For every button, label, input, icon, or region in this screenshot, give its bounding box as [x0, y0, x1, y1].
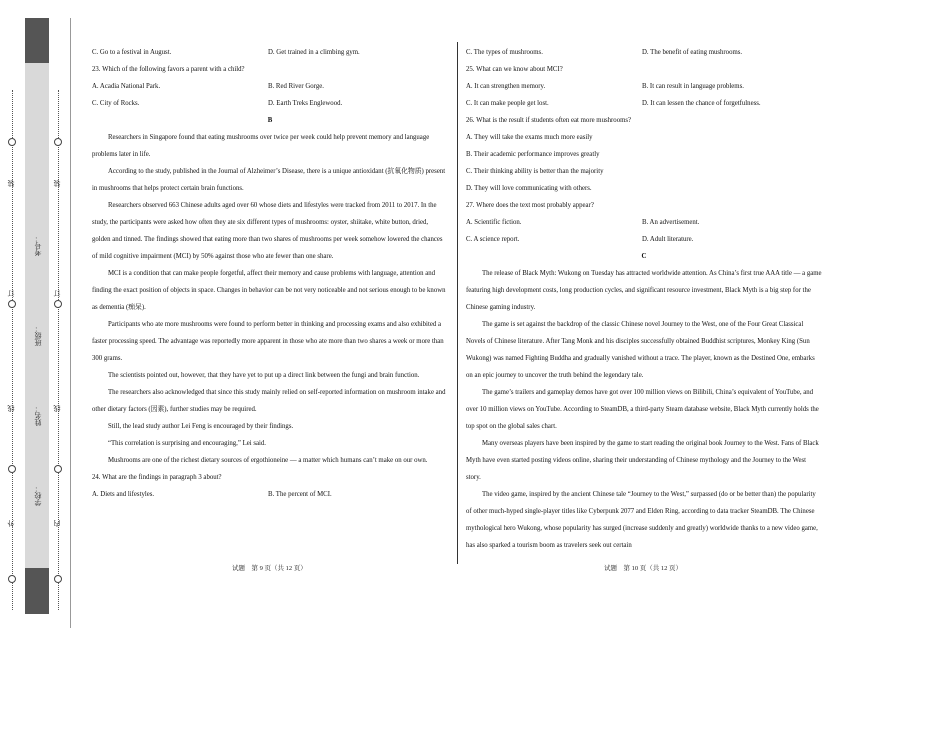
mark-inner-1: 装: [53, 180, 61, 187]
paragraph: Researchers in Singapore found that eating mushrooms over twice per week could help prevent memory and language problems later in life.: [92, 134, 430, 158]
mark-outer-2: 订: [7, 290, 15, 297]
mark-outer-4: 外: [7, 520, 15, 527]
section-b-heading: B: [267, 117, 273, 124]
binding-strip: [25, 18, 49, 614]
name-label: 姓名：: [34, 405, 42, 426]
paragraph: The video game, inspired by the ancient Chinese tale “Journey to the West,” surpassed (do or be better than) the popularity of other much-hyped single-player titles like Cyberpunk 2077 and Elden Ring, according to data tracker SteamDB. The Chinese mythological hero Wukong, whose popularity has surged (increase suddenly and greatly) worldwide thanks to a new video game, has also sparked a tourism boom as travelers seek out certain: [466, 491, 818, 549]
mark-outer-1: 装: [7, 180, 15, 187]
question-24: 24. What are the findings in paragraph 3 about?: [92, 474, 222, 481]
page-footer-9: 试题 第 9 页（共 12 页）: [232, 565, 307, 572]
section-c-heading: C: [641, 253, 647, 260]
paragraph: The game’s trailers and gameplay demos have got over 100 million views on Bilibili, China’s equivalent of YouTube, and over 10 million views on YouTube. According to SteamDB, a third-party Steam database website, Black Myth currently holds the top spot on the global sales chart.: [466, 389, 819, 430]
question-23: 23. Which of the following favors a parent with a child?: [92, 66, 245, 73]
paragraph: Many overseas players have been inspired by the game to start reading the original book Journey to the West. Fans of Black Myth have even started posting videos online, sharing their understanding of Chinese mythology and the Journey to the West story.: [466, 440, 819, 481]
paragraph: The researchers also acknowledged that since this study mainly relied on self-reported information on mushroom intake and other dietary factors (因素), further studies may be required.: [92, 389, 446, 413]
question-26: 26. What is the result if students often eat more mushrooms?: [466, 117, 632, 124]
paragraph: Mushrooms are one of the richest dietary sources of ergothioneine — a matter which humans can’t make on our own.: [108, 457, 428, 464]
binding-hole: [8, 575, 16, 583]
binding-hole: [54, 300, 62, 308]
option-c: C. It can make people get lost.: [466, 100, 549, 107]
option-c: C. A science report.: [466, 236, 520, 243]
paragraph: The game is set against the backdrop of the classic Chinese novel Journey to the West, one of the Four Great Classical Novels of Chinese literature. After Tang Monk and his disciples successfully obtained Buddhist scriptures, Monkey King (Sun Wukong) was named Fighting Buddha and gradually vanished without a trace. The player, known as the Destined One, embarks on an epic journey to uncover the truth behind the legendary tale.: [466, 321, 815, 379]
paragraph: Still, the lead study author Lei Feng is encouraged by their findings.: [108, 423, 294, 430]
option-c: C. Go to a festival in August.: [92, 49, 172, 56]
option-b: B. Their academic performance improves greatly: [466, 151, 600, 158]
paragraph: MCI is a condition that can make people forgetful, affect their memory and cause problems with language, attention and finding the exact position of objects in space. Changes in behavior can be not very noticeable and not serious enough to be known as dementia (痴呆).: [92, 270, 446, 311]
question-25: 25. What can we know about MCI?: [466, 66, 563, 73]
page-footer-10: 试题 第 10 页（共 12 页）: [604, 565, 682, 572]
option-b: B. Red River Gorge.: [268, 83, 324, 90]
option-d: D. It can lessen the chance of forgetfulness.: [642, 100, 761, 107]
binding-hole: [8, 138, 16, 146]
binding-hole: [54, 138, 62, 146]
option-a: A. Scientific fiction.: [466, 219, 522, 226]
option-a: A. Acadia National Park.: [92, 83, 161, 90]
option-d: D. The benefit of eating mushrooms.: [642, 49, 743, 56]
paragraph: “This correlation is surprising and encouraging,” Lei said.: [108, 440, 266, 447]
binding-margin: [0, 0, 75, 630]
mark-inner-4: 内: [53, 520, 61, 527]
option-a: A. It can strengthen memory.: [466, 83, 546, 90]
binding-hole: [8, 300, 16, 308]
class-label: 班级：: [34, 325, 42, 346]
id-label: 考号：: [34, 235, 42, 256]
page-10: [466, 44, 822, 554]
option-b: B. An advertisement.: [642, 219, 700, 226]
option-d: D. They will love communicating with others.: [466, 185, 592, 192]
option-a: A. Diets and lifestyles.: [92, 491, 155, 498]
paragraph: According to the study, published in the Journal of Alzheimer’s Disease, there is a unique antioxidant (抗氧化物质) present in mushrooms that helps protect certain brain functions.: [92, 168, 446, 192]
option-b: B. It can result in language problems.: [642, 83, 744, 90]
option-c: C. City of Rocks.: [92, 100, 140, 107]
option-c: C. Their thinking ability is better than the majority: [466, 168, 604, 175]
paragraph: The release of Black Myth: Wukong on Tuesday has attracted worldwide attention. As China’s first true AAA title — a game featuring high development costs, long production cycles, and significant resource investment, Black Myth is a big step for the Chinese gaming industry.: [466, 270, 822, 311]
school-label: 学校：: [34, 485, 42, 506]
option-b: B. The percent of MCI.: [268, 491, 332, 498]
page-9: [92, 44, 448, 503]
inner-dotted-line: [58, 90, 59, 610]
option-a: A. They will take the exams much more easily: [466, 134, 593, 141]
page-divider: [457, 42, 458, 564]
mark-inner-3: 线: [53, 405, 61, 412]
binding-edge-line: [70, 18, 71, 628]
option-d: D. Get trained in a climbing gym.: [268, 49, 360, 56]
option-c: C. The types of mushrooms.: [466, 49, 543, 56]
outer-dotted-line: [12, 90, 13, 610]
question-27: 27. Where does the text most probably appear?: [466, 202, 594, 209]
binding-hole: [8, 465, 16, 473]
mark-inner-2: 订: [53, 290, 61, 297]
binding-hole: [54, 575, 62, 583]
paragraph: The scientists pointed out, however, that they have yet to put up a direct link between the fungi and brain function.: [108, 372, 420, 379]
paragraph: Participants who ate more mushrooms were found to perform better in thinking and processing exams and also exhibited a faster processing speed. The advantage was reportedly more apparent in those who ate more than two shares a week or more than 300 grams.: [92, 321, 444, 362]
mark-outer-3: 线: [7, 405, 15, 412]
option-d: D. Earth Treks Englewood.: [268, 100, 343, 107]
option-d: D. Adult literature.: [642, 236, 694, 243]
paragraph: Researchers observed 663 Chinese adults aged over 60 whose diets and lifestyles were tracked from 2011 to 2017. In the study, the participants were asked how often they ate six different types of mushrooms: oyster, shiitake, white button, dried, golden and tinned. The findings showed that eating more than two shares of mushrooms per week somehow lowered the chances of mild cognitive impairment (MCI) by 50% against those who ate fewer than one share.: [92, 202, 443, 260]
binding-hole: [54, 465, 62, 473]
